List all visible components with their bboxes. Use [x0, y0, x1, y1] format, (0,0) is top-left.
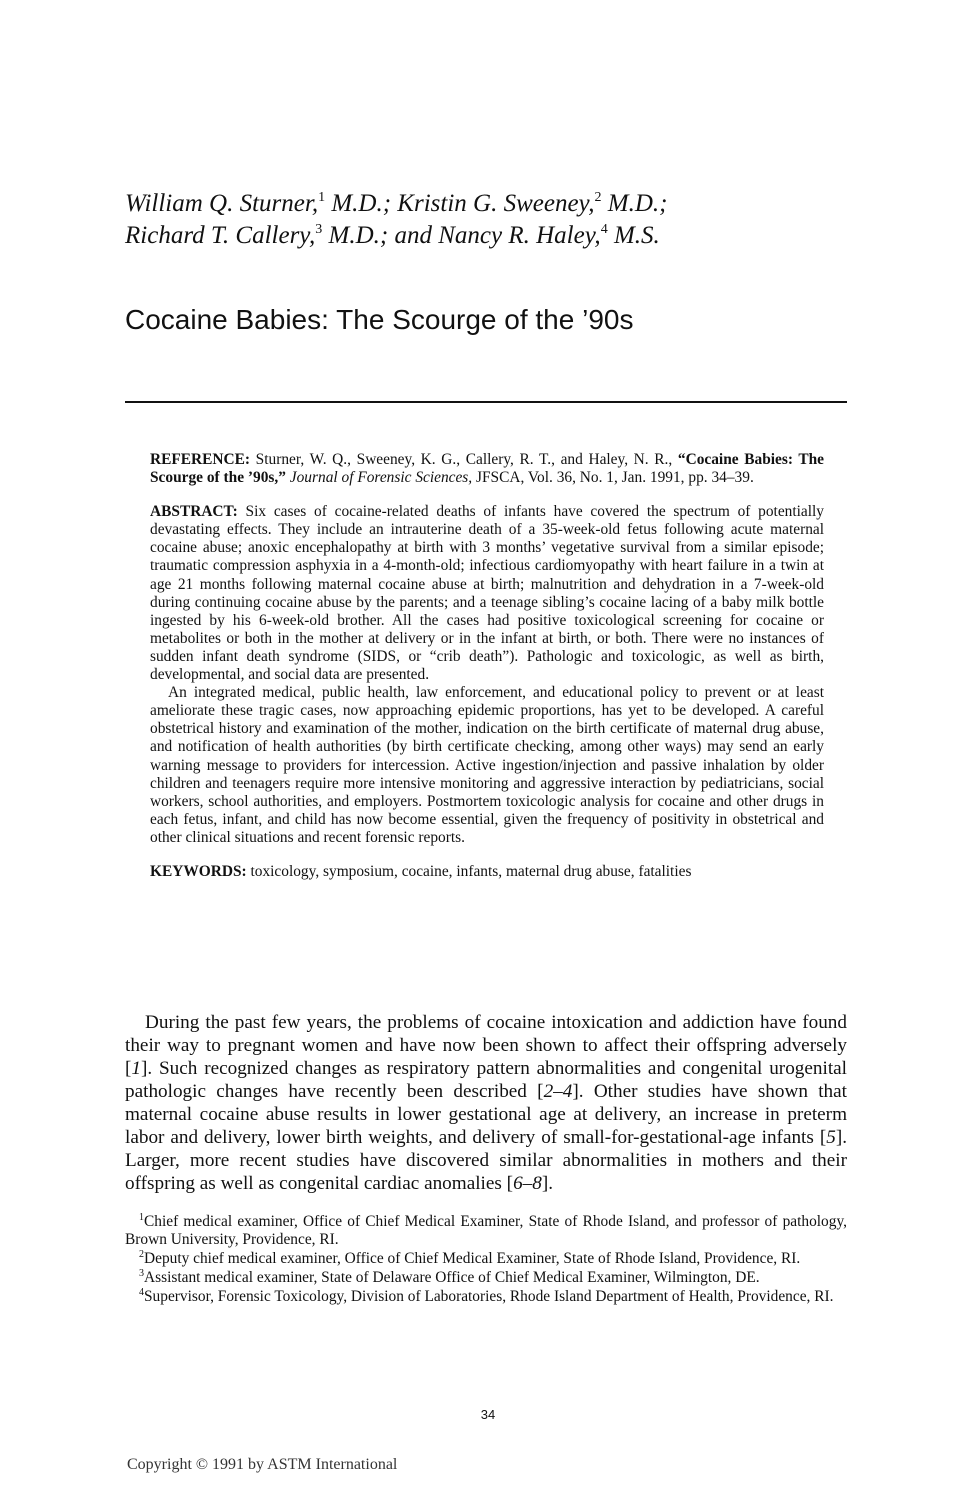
citation-ref: 5 [826, 1127, 836, 1148]
keywords-text: toxicology, symposium, cocaine, infants, maternal drug abuse, fatalities [246, 862, 692, 880]
abstract-paragraph-2: An integrated medical, public health, law enforcement, and educational policy to prevent or at least ameliorate these tragic cases, now approaching epidemic proportions, has yet to be developed. A careful obstetrical history and examination of the mother, indication on the birth certificate of maternal drug abuse, and notification of health authorities (by birth certificate checking, among other ways) may send an early warning message to providers for intercession. Active ingestion/injection and passive inhalation by older children and teenagers require more intensive monitoring and aggressive interaction by pediatricians, social workers, school authorities, and employers. Postmortem toxicologic analysis for cocaine and other drugs in each fetus, infant, and child has now become essential, given the frequency of positivity in obstetrical and other clinical situations and recent forensic reports. [150, 684, 824, 846]
author-name: William Q. Sturner, [125, 190, 319, 217]
footnote-text: Supervisor, Forensic Toxicology, Division of Laboratories, Rhode Island Department of Health, Providence, RI. [144, 1287, 834, 1305]
reference-details: JFSCA, Vol. 36, No. 1, Jan. 1991, pp. 34–39. [472, 469, 754, 487]
body-text-run: ]. Larger, more recent studies have discovered similar abnormalities in mothers and their offspring as well as congenital cardiac anomalies [ [125, 1127, 847, 1194]
copyright-notice: Copyright © 1991 by ASTM International [127, 1456, 398, 1473]
author-line-2 [125, 220, 845, 252]
footnote-mark: 1 [139, 1212, 144, 1223]
abstract-paragraph-1 [150, 503, 824, 684]
keywords-paragraph [150, 863, 824, 881]
author-affiliation-mark: 4 [600, 222, 608, 237]
reference-paragraph [150, 451, 824, 487]
article-title: Cocaine Babies: The Scourge of the ’90s [125, 304, 634, 335]
author-degree: M.S. [607, 222, 660, 249]
page-number: 34 [480, 1407, 496, 1422]
author-affiliation-mark: 1 [318, 190, 326, 205]
body-text-run: ]. Other studies have shown that maternal cocaine abuse results in lower gestational age at delivery, an increase in preterm labor and delivery, lower birth weights, and delivery of small-for-gestational-age infants [ [125, 1081, 847, 1148]
footnote-mark: 2 [139, 1248, 144, 1260]
footnotes [125, 1213, 847, 1307]
footnote-mark: 4 [139, 1286, 144, 1298]
footnote [125, 1288, 847, 1306]
citation-ref: 6–8 [513, 1173, 542, 1194]
author-degree: M.D.; [325, 190, 392, 217]
abstract-label: ABSTRACT: [150, 503, 238, 521]
footnote-text: Assistant medical examiner, State of Delaware Office of Chief Medical Examiner, Wilmington, DE. [144, 1268, 760, 1286]
author-degree: M.D.; [601, 190, 668, 217]
reference-label: REFERENCE: [150, 451, 251, 468]
citation-ref: 1 [131, 1058, 141, 1079]
footnote [125, 1269, 847, 1287]
reference-title: “Cocaine Babies: The Scourge of the ’90s,” [150, 451, 824, 487]
footnote [125, 1250, 847, 1268]
footnote-text: Deputy chief medical examiner, Office of Chief Medical Examiner, State of Rhode Island, Providence, RI. [144, 1249, 801, 1267]
author-list [125, 188, 845, 252]
abstract-text: Six cases of cocaine-related deaths of infants have covered the spectrum of potentially devastating effects. They include an intrauterine death of a 35-week-old fetus following acute maternal cocaine abuse; anoxic encephalopathy at birth with 3 months’ vegetative survival from a similar episode; traumatic compression asphyxia in a 4-month-old; infectious cardiomyopathy with heart failure in a twin at age 21 months following maternal cocaine abuse at birth; malnutrition and dehydration in a 7-week-old during continuing cocaine abuse by the parents; and a teenage sibling’s cocaine lacing of a baby milk bottle ingested by his 6-week-old brother. All the cases had positive toxicological screening for cocaine or metabolites or both in the mother at delivery or in the infant at birth, or both. There were no instances of sudden infant death syndrome (SIDS, or “crib death”). Pathologic and toxicologic, as well as birth, developmental, and social data are presented. [150, 503, 824, 684]
body-text-run: ]. Such recognized changes as respiratory pattern abnormalities and congenital urogenital pathologic changes have recently been described [ [125, 1058, 847, 1102]
footnote-text: Chief medical examiner, Office of Chief Medical Examiner, State of Rhode Island, and professor of pathology, Brown University, Providence, RI. [125, 1213, 847, 1248]
reference-journal: Journal of Forensic Sciences, [285, 469, 473, 487]
citation-ref: 2–4 [543, 1081, 573, 1102]
author-name: Kristin G. Sweeney, [391, 190, 595, 217]
abstract-block [150, 451, 824, 881]
author-affiliation-mark: 3 [315, 222, 323, 237]
body-paragraph [125, 1011, 847, 1195]
reference-authors: Sturner, W. Q., Sweeney, K. G., Callery, R. T., and Haley, N. R., [250, 451, 678, 468]
author-line-1 [125, 188, 845, 220]
keywords-label: KEYWORDS: [150, 862, 247, 880]
author-affiliation-mark: 2 [594, 190, 602, 205]
title-divider [125, 401, 847, 403]
body-text-run: During the past few years, the problems of cocaine intoxication and addiction have found their way to pregnant women and have now been shown to affect their offspring adversely [ [125, 1012, 847, 1079]
footnote-mark: 3 [139, 1267, 144, 1279]
body-text-run: ]. [541, 1173, 554, 1194]
author-name: Richard T. Callery, [125, 222, 316, 249]
author-degree: M.D.; and Nancy R. Haley, [322, 222, 601, 249]
footnote [125, 1213, 847, 1248]
